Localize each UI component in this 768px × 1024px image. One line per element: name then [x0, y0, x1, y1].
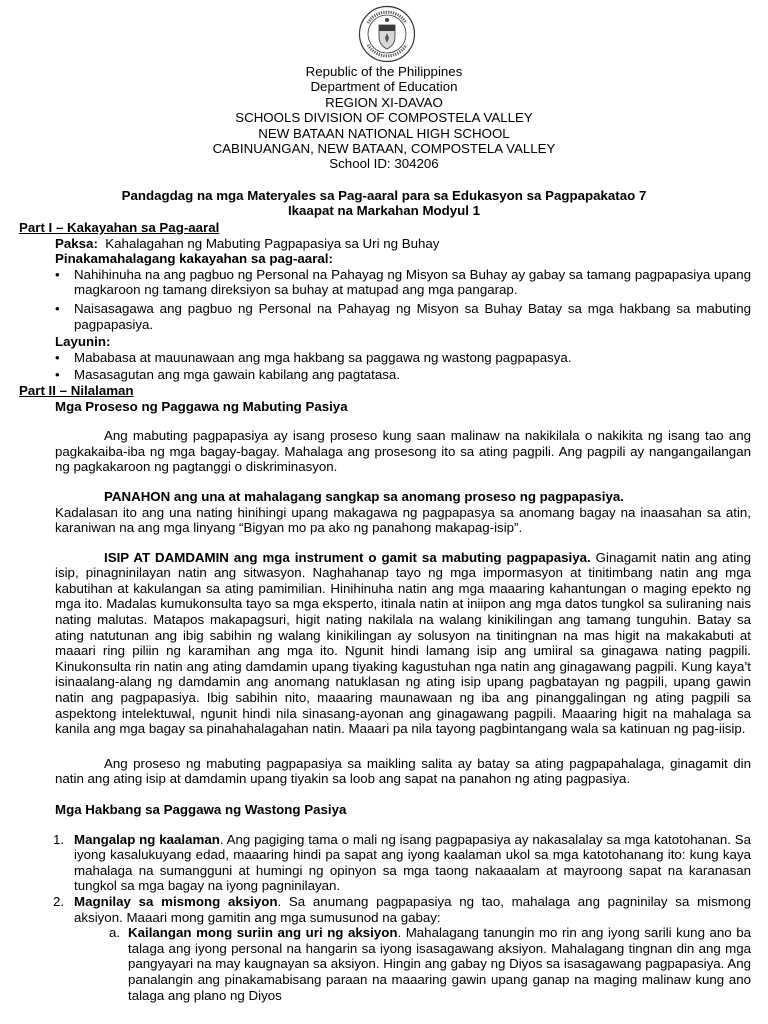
letterhead — [0, 64, 768, 172]
document-subtitle: Ikaapat na Markahan Modyul 1 — [287, 203, 481, 219]
header-address: CABINUANGAN, NEW BATAAN, COMPOSTELA VALLEY — [212, 141, 556, 157]
paksa-value: Kahalagahan ng Mabuting Pagpapasiya sa Uri ng Buhay — [97, 235, 440, 251]
document-title: Pandagdag na mga Materyales sa Pag-aaral para sa Edukasyon sa Pagpapakatao 7 — [121, 188, 647, 203]
step-2-text: . Sa anumang pagpapasiya ng tao, mahalaga ang pagninilay sa mismong aksiyon. Maaari mong gamitin ang mga sumusunod na gabay: — [74, 893, 752, 925]
panahon-lead: PANAHON ang una at mahalagang sangkap sa anomang proseso ng pagpapasiya. — [104, 488, 624, 504]
section1-heading: Mga Proseso ng Paggawa ng Mabuting Pasiya — [55, 398, 348, 414]
header-school: NEW BATAAN NATIONAL HIGH SCHOOL — [258, 125, 510, 141]
document-body — [19, 220, 751, 1003]
paragraph-2-heading — [55, 489, 751, 505]
deped-seal-logo — [358, 5, 416, 63]
header-republic: Republic of the Philippines — [305, 64, 463, 79]
step-2-title: Magnilay sa mismong aksiyon — [74, 893, 278, 909]
paragraph-3 — [55, 550, 751, 737]
substep-a-title: Kailangan mong suriin ang uri ng aksiyon — [128, 925, 398, 941]
competency-bullet-1: • Nahihinuha na ang pagbuo ng Personal na Pahayag ng Misyon sa Buhay ay gabay sa tamang pagpapasiya upang magkaroon ng tamang direksiyon sa buhay at matupad ang mga pangarap. — [74, 267, 751, 298]
part2-heading: Part II – Nilalaman — [19, 382, 134, 398]
paksa-line — [55, 236, 751, 252]
header-school-id: School ID: 304206 — [329, 156, 439, 172]
layunin-bullet-2: • Masasagutan ang mga gawain kabilang ang pagtatasa. — [74, 367, 751, 383]
step-1-title: Mangalap ng kaalaman — [74, 831, 220, 847]
competency-bullet-2: • Naisasagawa ang pagbuo ng Personal na Pahayag ng Misyon sa Buhay Batay sa mga hakbang sa mabuting pagpapasiya. — [74, 301, 751, 332]
section2-heading: Mga Hakbang sa Paggawa ng Wastong Pasiya — [55, 802, 347, 817]
paragraph-2: Kadalasan ito ang una nating hinihingi upang makagawa ng pagpapasya sa anomang bagay na inaasahan sa atin, karaniwan na ang mga linyang “Bigyan mo pa ako ng panahong makapag-isip”. — [55, 504, 751, 536]
isip-lead: ISIP AT DAMDAMIN ang mga instrument o gamit sa mabuting pagpapasiya. — [104, 549, 591, 565]
layunin-heading: Layunin: — [55, 334, 111, 350]
step-2 — [53, 893, 752, 925]
header-division: SCHOOLS DIVISION OF COMPOSTELA VALLEY — [235, 110, 533, 126]
header-department: Department of Education — [310, 79, 458, 95]
step-2-number: 2. — [53, 893, 65, 909]
substep-a — [109, 925, 751, 1003]
paksa-label: Paksa: — [55, 235, 98, 251]
substep-a-text: . Mahalagang tanungin mo rin ang iyong sarili kung ano ba talaga ang iyong personal na hangarin sa iyong isasagawang aksiyon. Mahalagang tingnan din ang mga pangyayari na may kaugnayan sa aksiyon. Hingin ang gabay ng Diyos sa isasagawang pagpapasiya. Ang panalangin ang pinakamabisang paraan na maaaring gawin upang ganap na maging malinaw kung ano talaga ang plano ng Diyos — [128, 925, 751, 1003]
step-1-number: 1. — [53, 831, 65, 847]
header-region: REGION XI-DAVAO — [325, 94, 443, 110]
substep-a-letter: a. — [109, 925, 121, 941]
step-1 — [53, 831, 751, 894]
layunin-bullet-1: • Mababasa at mauunawaan ang mga hakbang sa paggawa ng wastong pagpapasya. — [74, 350, 751, 366]
document-titles — [0, 188, 768, 219]
paragraph-3-text: Ginagamit natin ang ating isip, pinagninilayan natin ang sitwasyon. Naghahanap tayo ng mga impormasyon at tinitimbang natin ang mga kabutihan at kakulangan sa ating pamimilian. Hinihinuha natin ang mga maaaring kahantungan o maging epekto ng mga ito. Madalas kumukonsulta tayo sa mga eksperto, itinala natin at iniipon ang mga datos tungkol sa suliraning nais nating malutas. Matapos makapagsuri, higit nating nakilala na walang kinikilingan ang tamang tunguhin. Batay sa ating natutunan ang ibig sabihin ng walang kinikilingan ay solusyon na tinitingnan na mas higit na makakabuti at maaari ring piliin ng karamihan ang mga ito. Ngunit hindi lamang isip ang umiiral sa ginagawa nating pagpili. Kinukonsulta rin natin ang ating damdamin upang tiyaking kagustuhan nga natin ang ginagawang pagpili. Kung kaya’t isinaalang-alang ng damdamin ang anomang natuklasan ng ating isip upang pagbatayan ng pagpili, upang gawin natin ang pagpapasiya. Ibig sabihin nito, maaaring maunawaan ng iba ang pinanggalingan ng ating pagpili sa aspektong intelektuwal, ngunit hindi nila sinasang-ayonan ang ginagawang pagpili. Maaaring higit na mahalaga sa kanila ang mga bagay sa pinahahalagahan natin. Maaari pa nila tayong pagbintangang wala sa katinuan ng pag-iisip. — [55, 549, 752, 737]
part1-heading: Part I – Kakayahan sa Pag-aaral — [19, 220, 220, 235]
paragraph-1: Ang mabuting pagpapasiya ay isang proseso kung saan malinaw na nakikilala o nakikita ng isang tao ang pagkakaiba-iba ng mga bagay-bagay. Mahalaga ang prosesong ito sa ating pagpili. Ang pagpili ay nangangailangan ng pagkakaroon ng pagtanggi o diskriminasyon. — [55, 428, 751, 475]
paragraph-4: Ang proseso ng mabuting pagpapasiya sa maikling salita ay batay sa ating pagpapahalaga, ginagamit din natin ang ating isip at damdamin upang tiyakin sa loob ang sapat na panahon ng ating pagpasiya. — [55, 755, 751, 787]
step-1-text: . Ang pagiging tama o mali ng isang pagpapasiya ay nakasalalay sa mga katotohanan. Sa iyong kasalukuyang edad, maaaring hindi pa sapat ang iyong kaalaman ukol sa mga katotohanang ito: kung kaya mahalaga na sumangguni at humingi ng opinyon sa mga taong nakaaalam at mayroong sapat na karanasan tungkol sa mga bagay na iyong pagninilayan. — [74, 831, 751, 894]
competency-heading: Pinakamahalagang kakayahan sa pag-aaral: — [55, 251, 333, 267]
